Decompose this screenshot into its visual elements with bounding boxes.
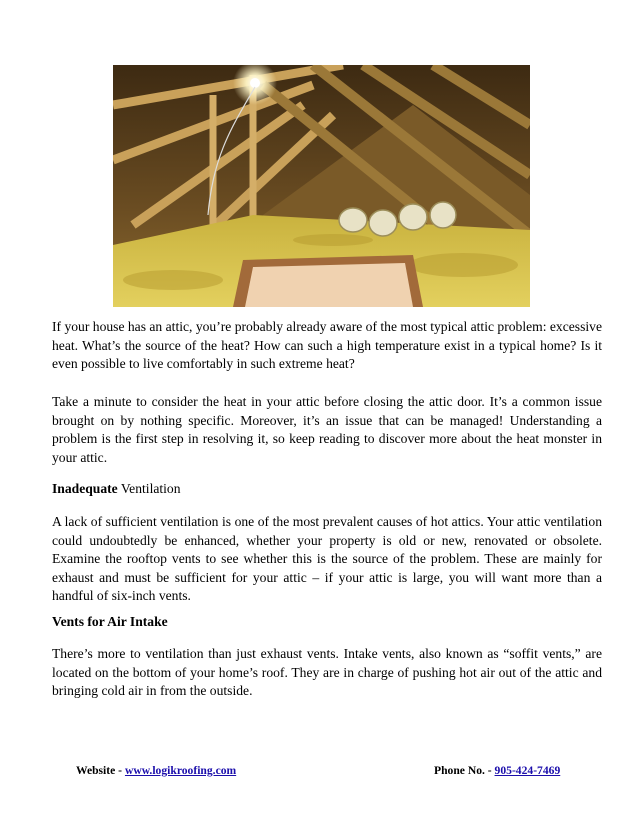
intro-paragraph: If your house has an attic, you’re probably already aware of the most typical attic problem: excessive heat. What’s the source of the heat? How can such a high temperature exist in a typical home? Is it even possible to live comfortably in such extreme heat? xyxy=(52,319,602,372)
website-label: Website - xyxy=(76,764,125,777)
attic-photo xyxy=(113,65,530,307)
ventilation-heading-bold: Inadequate xyxy=(52,481,118,496)
intake-heading xyxy=(52,613,168,631)
phone-link[interactable]: 905-424-7469 xyxy=(494,764,561,777)
website-link[interactable]: www.logikroofing.com xyxy=(124,764,237,777)
phone-label: Phone No. - xyxy=(434,764,495,777)
intake-heading-text: Vents for Air Intake xyxy=(52,614,168,629)
intake-paragraph: There’s more to ventilation than just exhaust vents. Intake vents, also known as “soffit vents,” are located on the bottom of your home’s roof. They are in charge of pushing hot air out of the attic and bringing cold air in from the outside. xyxy=(52,646,602,699)
ventilation-heading-rest: Ventilation xyxy=(117,481,181,496)
footer-phone xyxy=(434,764,560,778)
ventilation-paragraph: A lack of sufficient ventilation is one of the most prevalent causes of hot attics. Your attic ventilation could undoubtedly be enhanced, whether your property is old or new, renovated or obsolete. Examine the rooftop vents to see whether this is the source of the problem. These are mainly for exhaust and must be sufficient for your attic – if your attic is large, you will want more than a handful of six-inch vents. xyxy=(52,514,602,604)
ventilation-heading xyxy=(52,480,181,498)
heat-paragraph: Take a minute to consider the heat in your attic before closing the attic door. It’s a common issue brought on by nothing specific. Moreover, it’s an issue that can be managed! Understanding a problem is the first step in resolving it, so keep reading to discover more about the heat monster in your attic. xyxy=(52,394,602,465)
footer-website xyxy=(76,764,236,778)
